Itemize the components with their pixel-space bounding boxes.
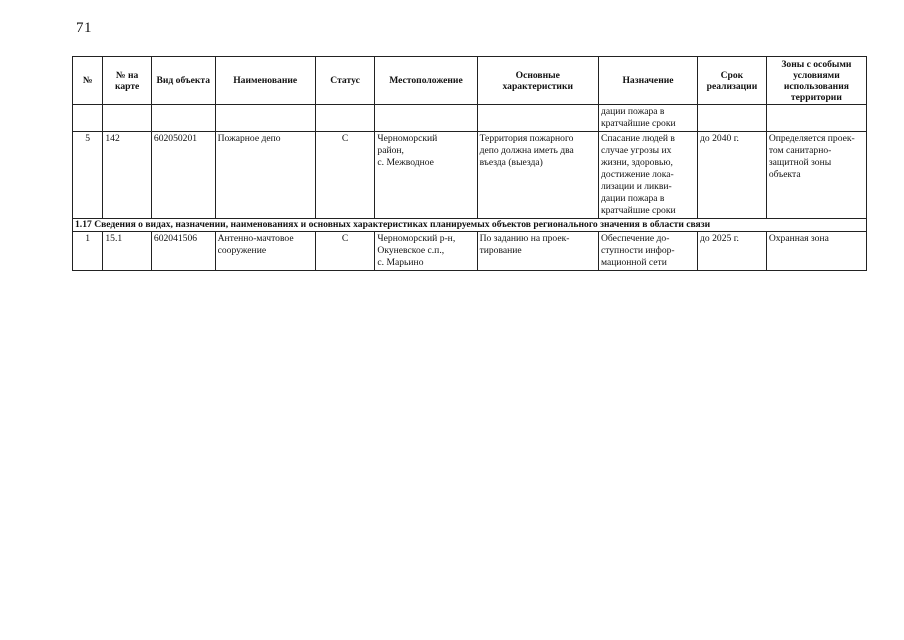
table-row <box>73 232 867 271</box>
name-cell: Антенно-мачтовое сооружение <box>215 232 315 271</box>
row-number-cell: 1 <box>73 232 103 271</box>
planned-objects-table <box>72 56 867 271</box>
header-cell: Вид объекта <box>151 57 215 105</box>
term-cell: до 2040 г. <box>698 132 767 219</box>
zones-cell: Охранная зона <box>766 232 866 271</box>
header-cell: Зоны с особыми условиями использования территории <box>766 57 866 105</box>
header-cell: Местоположение <box>375 57 477 105</box>
table-row-continuation <box>73 105 867 132</box>
zones-cell: Определяется проек- том санитарно- защитной зоны объекта <box>766 132 866 219</box>
purpose-cell: дации пожара в кратчайшие сроки <box>598 105 697 132</box>
page-number: 71 <box>76 20 92 36</box>
header-cell: Основные характеристики <box>477 57 598 105</box>
map-number-cell: 15.1 <box>103 232 152 271</box>
term-cell: до 2025 г. <box>698 232 767 271</box>
table-row <box>73 132 867 219</box>
object-type-cell: 602041506 <box>151 232 215 271</box>
row-number-cell: 5 <box>73 132 103 219</box>
location-cell: Черноморский р-н, Окуневское с.п., с. Марьино <box>375 232 477 271</box>
status-cell: С <box>315 232 375 271</box>
header-cell: Срок реализации <box>698 57 767 105</box>
status-cell: С <box>315 132 375 219</box>
header-cell: № <box>73 57 103 105</box>
name-cell: Пожарное депо <box>215 132 315 219</box>
characteristics-cell: Территория пожарного депо должна иметь два въезда (выезда) <box>477 132 598 219</box>
characteristics-cell: По заданию на проек- тирование <box>477 232 598 271</box>
header-cell: Наименование <box>215 57 315 105</box>
header-cell: № на карте <box>103 57 152 105</box>
map-number-cell: 142 <box>103 132 152 219</box>
header-cell: Статус <box>315 57 375 105</box>
purpose-cell: Обеспечение до- ступности инфор- мационной сети <box>598 232 697 271</box>
section-heading-row <box>73 219 867 232</box>
section-title: 1.17 Сведения о видах, назначении, наименованиях и основных характеристиках планируемых объектов регионального значения в области связи <box>73 219 867 232</box>
purpose-cell: Спасание людей в случае угрозы их жизни, здоровью, достижение лока- лизации и ликви- дации пожара в кратчайшие сроки <box>598 132 697 219</box>
header-cell: Назначение <box>598 57 697 105</box>
object-type-cell: 602050201 <box>151 132 215 219</box>
location-cell: Черноморский район, с. Межводное <box>375 132 477 219</box>
table-header-row <box>73 57 867 105</box>
